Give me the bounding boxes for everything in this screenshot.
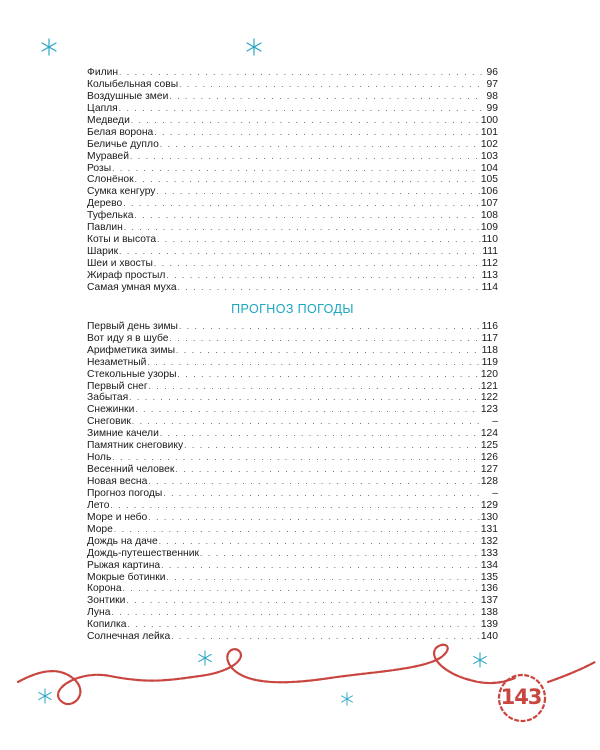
toc-entry-page: 114 (481, 281, 498, 293)
toc-entry-page: – (492, 416, 498, 428)
toc-dot-leader (123, 583, 480, 595)
toc-dot-leader (147, 357, 480, 369)
toc-entry (87, 174, 498, 186)
toc-entry-title: Самая умная муха (87, 281, 177, 293)
toc-entry-page: 122 (480, 392, 498, 404)
toc-entry-title: Шарик (87, 246, 119, 258)
snowflake-icon (40, 38, 58, 56)
toc-entry-title: Жираф простыл (87, 269, 166, 281)
toc-entry-title: Лето (87, 499, 110, 511)
toc-entry-page: 97 (486, 78, 498, 90)
toc-entry-title: Муравей (87, 150, 130, 162)
toc-dot-leader (128, 619, 480, 631)
toc-entry (87, 488, 498, 500)
toc-entry-title: Туфелька (87, 210, 134, 222)
toc-dot-leader (200, 548, 480, 560)
toc-dot-leader (179, 79, 483, 91)
toc-entry (87, 428, 498, 440)
toc-entry-title: Мокрые ботинки (87, 571, 166, 583)
toc-entry (87, 210, 498, 222)
toc-entry (87, 369, 498, 381)
toc-entry (87, 560, 498, 572)
toc-dot-leader (154, 127, 480, 139)
toc-dot-leader (161, 560, 480, 572)
toc-entry-page: – (492, 487, 498, 499)
snowflake-icon (245, 38, 263, 56)
toc-entry-page: 110 (481, 234, 498, 246)
toc-entry-page: 104 (480, 162, 498, 174)
toc-entry-title: Прогноз погоды (87, 487, 163, 499)
toc-dot-leader (163, 488, 483, 500)
toc-entry (87, 67, 498, 79)
toc-entry-page: 127 (480, 464, 498, 476)
toc-entry-page: 117 (481, 332, 498, 344)
toc-entry-page: 119 (481, 356, 498, 368)
toc-entry (87, 91, 498, 103)
toc-entry (87, 464, 498, 476)
toc-entry-page: 102 (480, 138, 498, 150)
toc-entry-title: Корона (87, 583, 122, 595)
toc-dot-leader (184, 440, 480, 452)
toc-entry-title: Снежинки (87, 404, 135, 416)
toc-entry-title: Колыбельная совы (87, 78, 179, 90)
section-title: ПРОГНОЗ ПОГОДЫ (231, 301, 354, 316)
toc-dot-leader (178, 369, 480, 381)
toc-entry (87, 583, 498, 595)
toc-dot-leader (129, 392, 480, 404)
toc-dot-leader (112, 452, 480, 464)
toc-dot-leader (148, 476, 479, 488)
toc-dot-leader (179, 321, 481, 333)
toc-entry-page: 130 (480, 511, 498, 523)
toc-entry-title: Солнечная лейка (87, 631, 171, 643)
toc-entry (87, 246, 498, 258)
toc-entry (87, 345, 498, 357)
toc-dot-leader (148, 512, 480, 524)
toc-entry-page: 116 (481, 320, 498, 332)
toc-entry-page: 106 (480, 186, 498, 198)
toc-entry-title: Воздушные змеи (87, 90, 169, 102)
toc-dot-leader (132, 416, 483, 428)
toc-dot-leader (126, 595, 479, 607)
toc-entry (87, 512, 498, 524)
toc-entry-title: Первый день зимы (87, 320, 178, 332)
toc-entry-page: 113 (481, 269, 498, 281)
toc-entry-title: Весенний человек (87, 464, 175, 476)
toc-entry-title: Арифметика зимы (87, 344, 176, 356)
toc-entry-page: 99 (486, 102, 498, 114)
toc-entry-title: Цапля (87, 102, 118, 114)
toc-entry (87, 607, 498, 619)
toc-entry (87, 79, 498, 91)
toc-list-part2 (87, 321, 498, 643)
toc-dot-leader (169, 91, 483, 103)
toc-entry-title: Шеи и хвосты (87, 258, 153, 269)
toc-entry-title: Дождь на даче (87, 535, 158, 547)
toc-entry (87, 452, 498, 464)
toc-entry (87, 595, 498, 607)
toc-entry (87, 333, 498, 345)
toc-entry (87, 270, 498, 282)
toc-dot-leader (156, 186, 479, 198)
toc-dot-leader (135, 174, 480, 186)
toc-entry-title: Сумка кенгуру (87, 186, 156, 198)
toc-entry-page: 121 (480, 380, 498, 392)
toc-dot-leader (111, 607, 479, 619)
toc-entry-title: Дерево (87, 198, 123, 210)
toc-dot-leader (170, 333, 481, 345)
toc-entry-title: Беличье дупло (87, 138, 159, 150)
toc-dot-leader (110, 500, 479, 512)
toc-entry-page: 133 (480, 547, 498, 559)
toc-dot-leader (119, 67, 483, 79)
toc-entry (87, 404, 498, 416)
toc-entry (87, 548, 498, 560)
toc-entry-title: Памятник снеговику (87, 440, 184, 452)
toc-entry (87, 500, 498, 512)
toc-entry (87, 115, 498, 127)
toc-entry-page: 96 (486, 67, 498, 78)
toc-entry-title: Первый снег (87, 380, 148, 392)
toc-entry-page: 112 (481, 258, 498, 269)
toc-entry-title: Луна (87, 607, 111, 619)
toc-entry-page: 125 (480, 440, 498, 452)
toc-entry (87, 127, 498, 139)
toc-entry (87, 321, 498, 333)
toc-entry-page: 126 (480, 452, 498, 464)
toc-dot-leader (176, 345, 481, 357)
toc-entry-page: 108 (480, 210, 498, 222)
toc-dot-leader (178, 282, 481, 294)
toc-entry-title: Ноль (87, 452, 112, 464)
toc-dot-leader (135, 404, 479, 416)
toc-dot-leader (119, 103, 483, 115)
toc-dot-leader (149, 381, 480, 393)
toc-entry-title: Зонтики (87, 595, 126, 607)
toc-dot-leader (119, 246, 481, 258)
toc-entry (87, 524, 498, 536)
toc-list-part1 (87, 67, 498, 294)
toc-entry-page: 138 (480, 607, 498, 619)
table-of-contents (87, 67, 498, 643)
toc-entry-title: Море и небо (87, 511, 148, 523)
toc-entry-page: 123 (480, 404, 498, 416)
toc-entry (87, 139, 498, 151)
toc-dot-leader (131, 115, 480, 127)
toc-entry-title: Забытая (87, 392, 129, 404)
toc-entry-title: Вот иду я в шубе (87, 332, 169, 344)
toc-entry-page: 100 (480, 114, 498, 126)
toc-entry-page: 111 (482, 246, 498, 258)
toc-entry (87, 536, 498, 548)
toc-entry-page: 107 (480, 198, 498, 210)
toc-entry (87, 186, 498, 198)
toc-entry (87, 163, 498, 175)
toc-entry-title: Медведи (87, 114, 130, 126)
toc-dot-leader (166, 572, 479, 584)
toc-entry (87, 282, 498, 294)
toc-entry-page: 98 (486, 90, 498, 102)
toc-dot-leader (130, 151, 480, 163)
toc-entry (87, 392, 498, 404)
toc-entry (87, 198, 498, 210)
toc-entry-page: 131 (480, 523, 498, 535)
page-number: 143 (500, 685, 542, 709)
toc-entry-page: 136 (480, 583, 498, 595)
toc-entry-title: Море (87, 523, 113, 535)
toc-entry-page: 129 (480, 499, 498, 511)
toc-entry-page: 128 (480, 476, 498, 487)
toc-entry-title: Рыжая картина (87, 559, 161, 571)
toc-dot-leader (175, 464, 479, 476)
toc-entry (87, 381, 498, 393)
toc-dot-leader (154, 258, 481, 270)
toc-entry (87, 234, 498, 246)
toc-dot-leader (160, 428, 480, 440)
toc-entry-page: 109 (480, 222, 498, 234)
toc-dot-leader (123, 198, 480, 210)
toc-entry-title: Зимние качели (87, 428, 159, 440)
toc-entry (87, 357, 498, 369)
toc-entry (87, 258, 498, 270)
toc-entry-page: 140 (480, 631, 498, 643)
toc-dot-leader (160, 139, 480, 151)
toc-dot-leader (124, 222, 480, 234)
toc-entry-page: 118 (481, 344, 498, 356)
toc-entry (87, 416, 498, 428)
toc-dot-leader (159, 536, 480, 548)
toc-entry-title: Новая весна (87, 476, 148, 487)
toc-entry (87, 103, 498, 115)
toc-entry-title: Незаметный (87, 356, 147, 368)
toc-entry-title: Снеговик (87, 416, 131, 428)
toc-entry-title: Слонёнок (87, 174, 134, 186)
toc-entry-page: 124 (480, 428, 498, 440)
toc-dot-leader (114, 524, 480, 536)
toc-entry-page: 139 (480, 619, 498, 631)
toc-entry-page: 120 (480, 368, 498, 380)
toc-entry-title: Розы (87, 162, 112, 174)
toc-entry (87, 572, 498, 584)
toc-entry-title: Дождь-путешественник (87, 547, 200, 559)
toc-entry (87, 476, 498, 488)
toc-entry (87, 222, 498, 234)
toc-entry (87, 151, 498, 163)
toc-dot-leader (112, 163, 480, 175)
toc-entry-page: 103 (480, 150, 498, 162)
toc-entry-title: Белая ворона (87, 126, 154, 138)
toc-entry-page: 132 (480, 535, 498, 547)
toc-dot-leader (134, 210, 479, 222)
toc-entry (87, 440, 498, 452)
toc-entry-page: 137 (480, 595, 498, 607)
toc-entry-page: 135 (480, 571, 498, 583)
toc-dot-leader (157, 234, 481, 246)
toc-entry (87, 619, 498, 631)
toc-entry-title: Стекольные узоры (87, 368, 177, 380)
toc-entry-page: 134 (480, 559, 498, 571)
toc-entry-title: Филин (87, 67, 119, 78)
toc-entry-title: Копилка (87, 619, 127, 631)
toc-entry-page: 101 (480, 126, 498, 138)
toc-entry-page: 105 (480, 174, 498, 186)
toc-entry-title: Коты и высота (87, 234, 157, 246)
toc-dot-leader (166, 270, 480, 282)
toc-entry-title: Павлин (87, 222, 123, 234)
